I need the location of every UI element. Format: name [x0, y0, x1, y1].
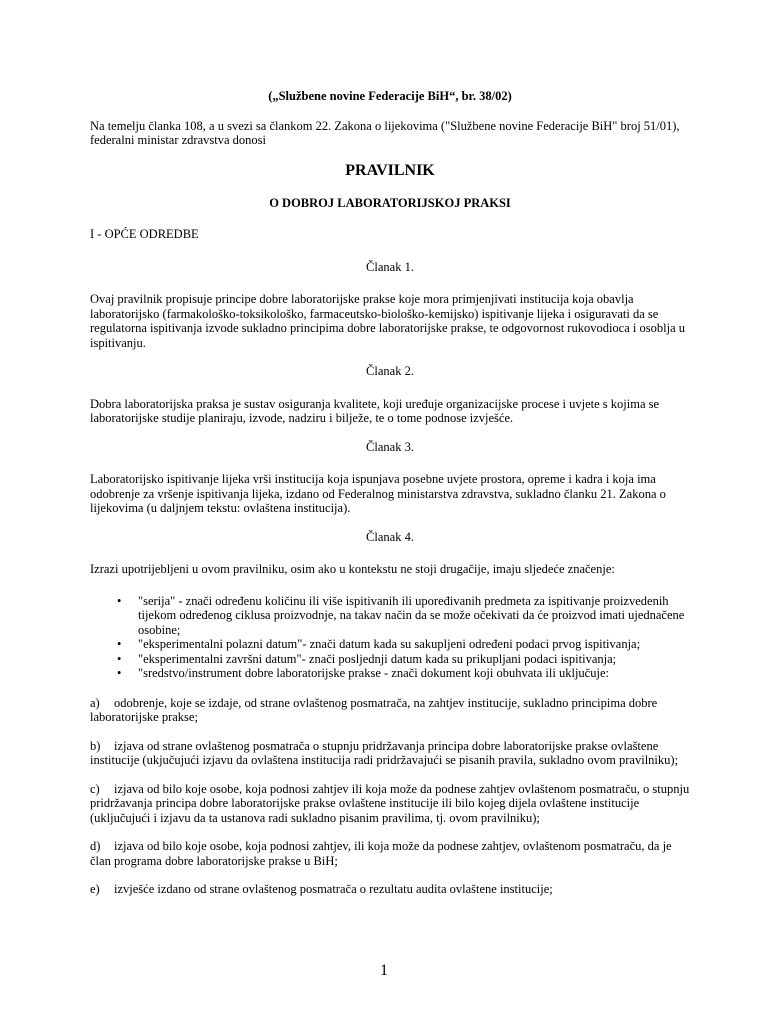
list-item-text: "serija" - znači određenu količinu ili više ispitivanih ili upoređivanih predmeta za ispitivanje proizvedenih tijekom određenog ciklusa proizvodnje, na takav način da se može očekivati da će proizvod imati ujednačene osobine;: [138, 593, 685, 637]
bullet-icon: •: [117, 593, 122, 608]
item-text: izvješće izdano od strane ovlaštenog posmatrača o rezultatu audita ovlaštene institucije;: [114, 882, 553, 896]
list-item-text: "sredstvo/instrument dobre laboratorijske prakse - znači dokument koji obuhvata ili uključuje:: [138, 666, 609, 680]
document-body: [90, 89, 690, 911]
item-letter: e): [90, 882, 100, 896]
definition-list: [90, 594, 690, 681]
bullet-icon: •: [117, 651, 122, 666]
lettered-item: [90, 739, 690, 768]
article-text: Laboratorijsko ispitivanje lijeka vrši institucija koja ispunjava posebne uvjete prostora, opreme i kadra i koja ima odobrenje za vršenje ispitivanja lijeka, izdano od Federalnog ministarstva zdravstva, sukladno članku 21. Zakona o lijekovima (u daljnjem tekstu: ovlaštena institucija).: [90, 472, 666, 515]
article-text: Dobra laboratorijska praksa je sustav osiguranja kvalitete, koji uređuje organizacijske procese i uvjete s kojima se laboratorijske studije planiraju, izvode, nadziru i bilježe, te o tome podnose izvješće.: [90, 396, 660, 425]
page-number: 1: [380, 962, 388, 979]
item-text: odobrenje, koje se izdaje, od strane ovlaštenog posmatrača, na zahtjev institucije, sukladno principima dobre laboratorijske prakse;: [90, 695, 658, 724]
section-heading: I - OPĆE ODREDBE: [90, 227, 199, 241]
item-text: izjava od bilo koje osobe, koja podnosi zahtjev, ili koja može da podnese zahtjev, ovlaštenom posmatraču, da je član programa dobre laboratorijske prakse u BiH;: [90, 839, 672, 868]
gazette-reference: („Službene novine Federacije BiH“, br. 38/02): [268, 89, 512, 103]
list-item: [90, 637, 690, 652]
bullet-icon: •: [117, 666, 122, 680]
item-letter: a): [90, 695, 100, 710]
article-heading: Članak 3.: [366, 439, 414, 454]
preamble: Na temelju članka 108, a u svezi sa člankom 22. Zakona o lijekovima ("Službene novine Federacije BiH" broj 51/01), federalni ministar zdravstva donosi: [90, 118, 680, 147]
article-heading: Članak 2.: [366, 364, 414, 378]
bullet-icon: •: [117, 637, 122, 651]
item-letter: b): [90, 738, 101, 753]
lettered-item: [90, 882, 690, 897]
item-text: izjava od strane ovlaštenog posmatrača o stupnju pridržavanja principa dobre laboratorijske prakse ovlaštene institucije (ukjučujući izjavu da ovlaštena institucija radi pridržavajući se pisanih pravila, sukladno ovom pravilniku);: [90, 738, 679, 767]
list-item: [90, 652, 690, 667]
item-letter: d): [90, 839, 101, 853]
lettered-item: [90, 839, 690, 868]
lettered-item: [90, 782, 690, 826]
document-subtitle: O DOBROJ LABORATORIJSKOJ PRAKSI: [269, 195, 511, 210]
list-item: [90, 594, 690, 638]
item-text: izjava od bilo koje osobe, koja podnosi zahtjev ili koja može da podnese zahtjev ovlaštenom posmatraču, o stupnju pridržavanja principa dobre laboratorijske prakse ovlaštene institucije ili bilo kojeg dijela ovlaštene institucije (uključujući i izjavu da ta ustanova radi sukladno pisanim pravilima, tj. ovom pravilniku);: [90, 781, 690, 825]
list-item-text: "eksperimentalni završni datum"- znači posljednji datum kada su prikupljani podaci ispitivanja;: [138, 651, 617, 666]
article-heading: Članak 4.: [366, 529, 414, 544]
list-item-text: "eksperimentalni polazni datum"- znači datum kada su sakupljeni određeni podaci prvog ispitivanja;: [138, 637, 641, 651]
list-item: [90, 666, 690, 681]
item-letter: c): [90, 781, 100, 796]
article-heading: Članak 1.: [366, 259, 414, 274]
document-title: PRAVILNIK: [345, 161, 435, 179]
article-text: Izrazi upotrijebljeni u ovom pravilniku, osim ako u kontekstu ne stoji drugačije, imaju sljedeće značenje:: [90, 562, 615, 576]
article-text: Ovaj pravilnik propisuje principe dobre laboratorijske prakse koje mora primjenjivati institucija koja obavlja laboratorijsko (farmakološko-toksikološko, farmaceutsko-biološko-kemijsko) ispitivanje lijeka i osiguravati da se regulatorna ispitivanja izvode sukladno principima dobre laboratorijske prakse, te odgovornost rukovodioca i osoblja u ispitivanju.: [90, 292, 685, 350]
lettered-item: [90, 696, 690, 725]
